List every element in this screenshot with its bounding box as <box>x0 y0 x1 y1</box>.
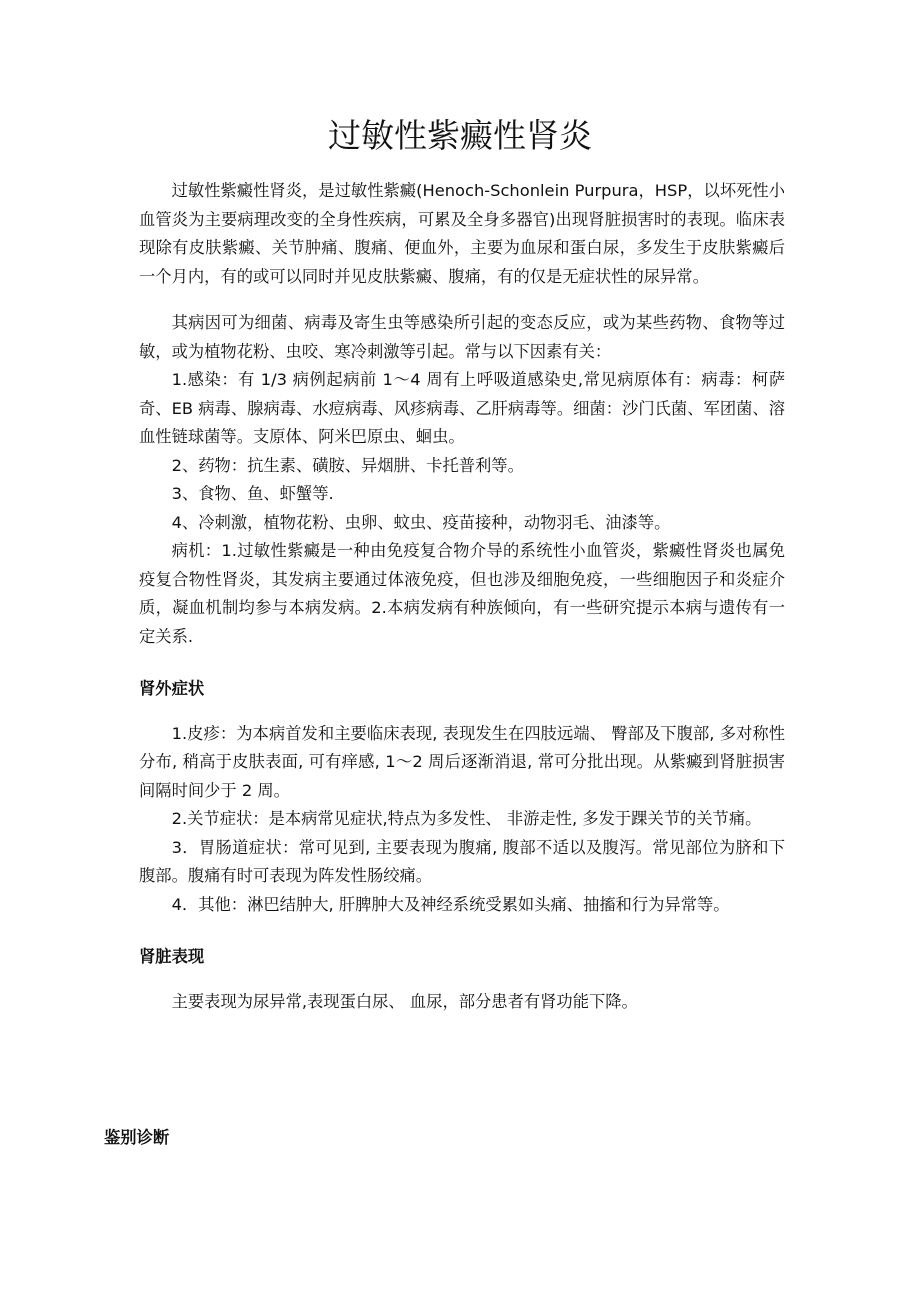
cause-item-1: 1.感染：有 1/3 病例起病前 1～4 周有上呼吸道感染史,常见病原体有：病毒：柯萨奇、EB 病毒、腺病毒、水痘病毒、风疹病毒、乙肝病毒等。细菌：沙门氏菌、军团菌、溶血性链球菌等。支原体、阿米巴原虫、蛔虫。 <box>139 370 785 446</box>
symptom-item-2: 2.关节症状：是本病常见症状,特点为多发性、 非游走性, 多发于踝关节的关节痛。 <box>171 809 762 828</box>
cause-item-2: 2、药物：抗生素、磺胺、异烟肼、卡托普利等。 <box>171 455 524 475</box>
pathogenesis-paragraph: 病机：1.过敏性紫癜是一种由免疫复合物介导的系统性小血管炎，紫癜性肾炎也属免疫复合物性肾炎，其发病主要通过体液免疫，但也涉及细胞免疫，一些细胞因子和炎症介质，凝血机制均参与本病发病。2.本病发病有种族倾向，有一些研究提示本病与遗传有一定关系. <box>139 541 785 646</box>
section-heading-renal: 肾脏表现 <box>139 947 205 966</box>
symptom-item-3: 3．胃肠道症状：常可见到, 主要表现为腹痛, 腹部不适以及腹泻。常见部位为脐和下腹部。腹痛有时可表现为阵发性肠绞痛。 <box>139 837 785 885</box>
section-heading-differential: 鉴别诊断 <box>104 1128 170 1147</box>
renal-paragraph: 主要表现为尿异常,表现蛋白尿、 血尿，部分患者有肾功能下降。 <box>171 991 638 1011</box>
symptom-item-1: 1.皮疹：为本病首发和主要临床表现, 表现发生在四肢远端、 臀部及下腹部, 多对称性分布, 稍高于皮肤表面, 可有痒感, 1～2 周后逐渐消退, 常可分批出现。从紫癜到肾脏损害间隔时间少于 2 周。 <box>139 723 785 800</box>
intro-paragraph-2: 其病因可为细菌、病毒及寄生虫等感染所引起的变态反应，或为某些药物、食物等过敏，或为植物花粉、虫咬、寒冷刺激等引起。常与以下因素有关： <box>139 313 785 361</box>
section-heading-extrarenal: 肾外症状 <box>139 679 205 698</box>
symptom-item-4: 4．其他：淋巴结肿大, 肝脾肿大及神经系统受累如头痛、抽搐和行为异常等。 <box>171 894 730 914</box>
intro-paragraph-1: 过敏性紫癜性肾炎，是过敏性紫癜(Henoch-Schonlein Purpura，HSP，以坏死性小血管炎为主要病理改变的全身性疾病，可累及全身多器官)出现肾脏损害时的表现。临床表现除有皮肤紫癜、关节肿痛、腹痛、便血外，主要为血尿和蛋白尿，多发生于皮肤紫癜后一个月内，有的或可以同时并见皮肤紫癜、腹痛，有的仅是无症状性的尿异常。 <box>139 181 785 286</box>
cause-item-3: 3、食物、鱼、虾蟹等. <box>171 484 334 503</box>
page-title: 过敏性紫癜性肾炎 <box>328 116 592 155</box>
document-body <box>139 177 785 1016</box>
cause-item-4: 4、冷刺激，植物花粉、虫卵、蚊虫、疫苗接种，动物羽毛、油漆等。 <box>171 512 671 532</box>
